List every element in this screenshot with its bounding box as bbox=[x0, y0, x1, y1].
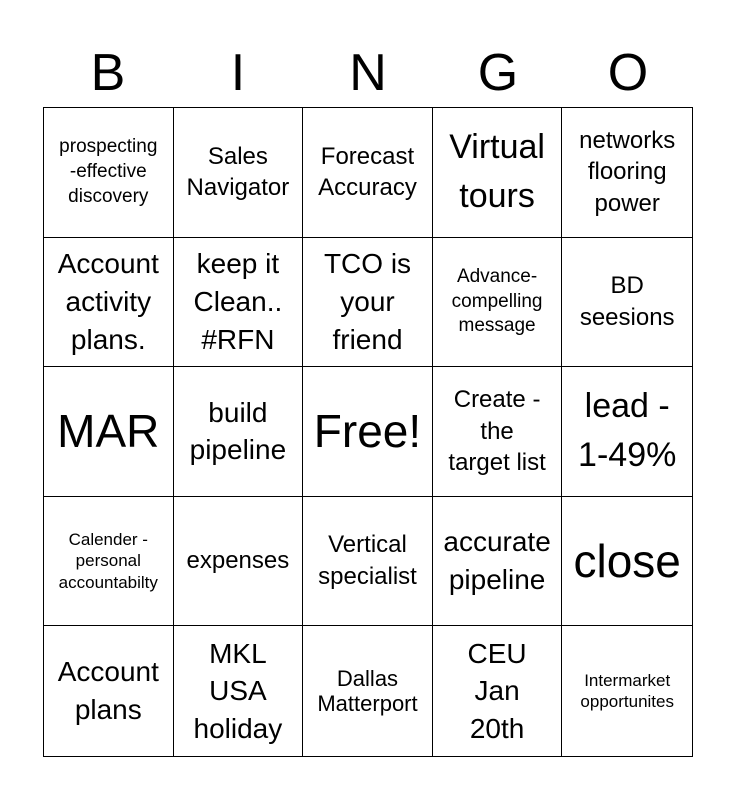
bingo-cell-r4c5[interactable] bbox=[562, 497, 692, 627]
cell-text: Virtual tours bbox=[449, 128, 545, 216]
cell-text: Intermarket opportunites bbox=[580, 670, 674, 712]
cell-text: BD seesions bbox=[579, 272, 675, 331]
header-letter-n: N bbox=[349, 44, 387, 102]
header-letter-i: I bbox=[230, 44, 246, 102]
bingo-cell-r3c2[interactable] bbox=[174, 367, 304, 497]
cell-text: networks flooring power bbox=[579, 126, 676, 218]
bingo-cell-r2c2[interactable] bbox=[174, 238, 304, 368]
cell-text: expenses bbox=[186, 547, 290, 575]
bingo-cell-r1c4[interactable] bbox=[433, 108, 563, 238]
bingo-cell-r2c4[interactable] bbox=[433, 238, 563, 368]
bingo-cell-r3c1[interactable] bbox=[44, 367, 174, 497]
bingo-cell-r3c4[interactable] bbox=[433, 367, 563, 497]
cell-text: Dallas Matterport bbox=[317, 665, 418, 717]
cell-text: Create - the target list bbox=[448, 385, 546, 477]
bingo-cell-r4c3[interactable] bbox=[303, 497, 433, 627]
cell-text: CEU Jan 20th bbox=[467, 637, 527, 745]
bingo-cell-r1c5[interactable] bbox=[562, 108, 692, 238]
cell-text: prospecting -effective discovery bbox=[59, 136, 158, 207]
cell-text: close bbox=[573, 534, 681, 587]
bingo-cell-r5c1[interactable] bbox=[44, 626, 174, 756]
cell-text: keep it Clean.. #RFN bbox=[193, 248, 283, 355]
cell-text: Advance- compelling message bbox=[451, 265, 543, 337]
cell-text: MKL USA holiday bbox=[193, 637, 283, 745]
cell-text: Sales Navigator bbox=[186, 142, 290, 202]
cell-text: Account activity plans. bbox=[57, 248, 159, 355]
cell-text: MAR bbox=[57, 404, 160, 457]
bingo-cell-r4c1[interactable] bbox=[44, 497, 174, 627]
cell-text: Account plans bbox=[57, 656, 159, 726]
cell-text: accurate pipeline bbox=[443, 526, 551, 596]
bingo-cell-r3c5[interactable] bbox=[562, 367, 692, 497]
bingo-cell-r5c2[interactable] bbox=[174, 626, 304, 756]
bingo-cell-r1c1[interactable] bbox=[44, 108, 174, 238]
bingo-cell-r4c4[interactable] bbox=[433, 497, 563, 627]
cell-text: Calender - personal accountabilty bbox=[58, 530, 158, 592]
bingo-cell-r4c2[interactable] bbox=[174, 497, 304, 627]
bingo-cell-r2c3[interactable] bbox=[303, 238, 433, 368]
bingo-cell-r5c5[interactable] bbox=[562, 626, 692, 756]
cell-text: Free! bbox=[313, 404, 422, 457]
cell-text: Forecast Accuracy bbox=[318, 142, 417, 202]
cell-text: lead - 1-49% bbox=[578, 387, 677, 475]
cell-text: build pipeline bbox=[189, 396, 287, 466]
header-letter-b: B bbox=[90, 44, 126, 102]
bingo-free-space[interactable] bbox=[303, 367, 433, 497]
cell-text: TCO is your friend bbox=[323, 248, 412, 355]
bingo-cell-r1c2[interactable] bbox=[174, 108, 304, 238]
header-letter-g: G bbox=[477, 44, 519, 102]
bingo-cell-r1c3[interactable] bbox=[303, 108, 433, 238]
bingo-header bbox=[43, 38, 693, 108]
bingo-cell-r5c3[interactable] bbox=[303, 626, 433, 756]
header-letter-o: O bbox=[607, 44, 649, 102]
bingo-board bbox=[43, 107, 693, 757]
bingo-cell-r2c1[interactable] bbox=[44, 238, 174, 368]
bingo-cell-r2c5[interactable] bbox=[562, 238, 692, 368]
cell-text: Vertical specialist bbox=[318, 531, 417, 591]
bingo-cell-r5c4[interactable] bbox=[433, 626, 563, 756]
